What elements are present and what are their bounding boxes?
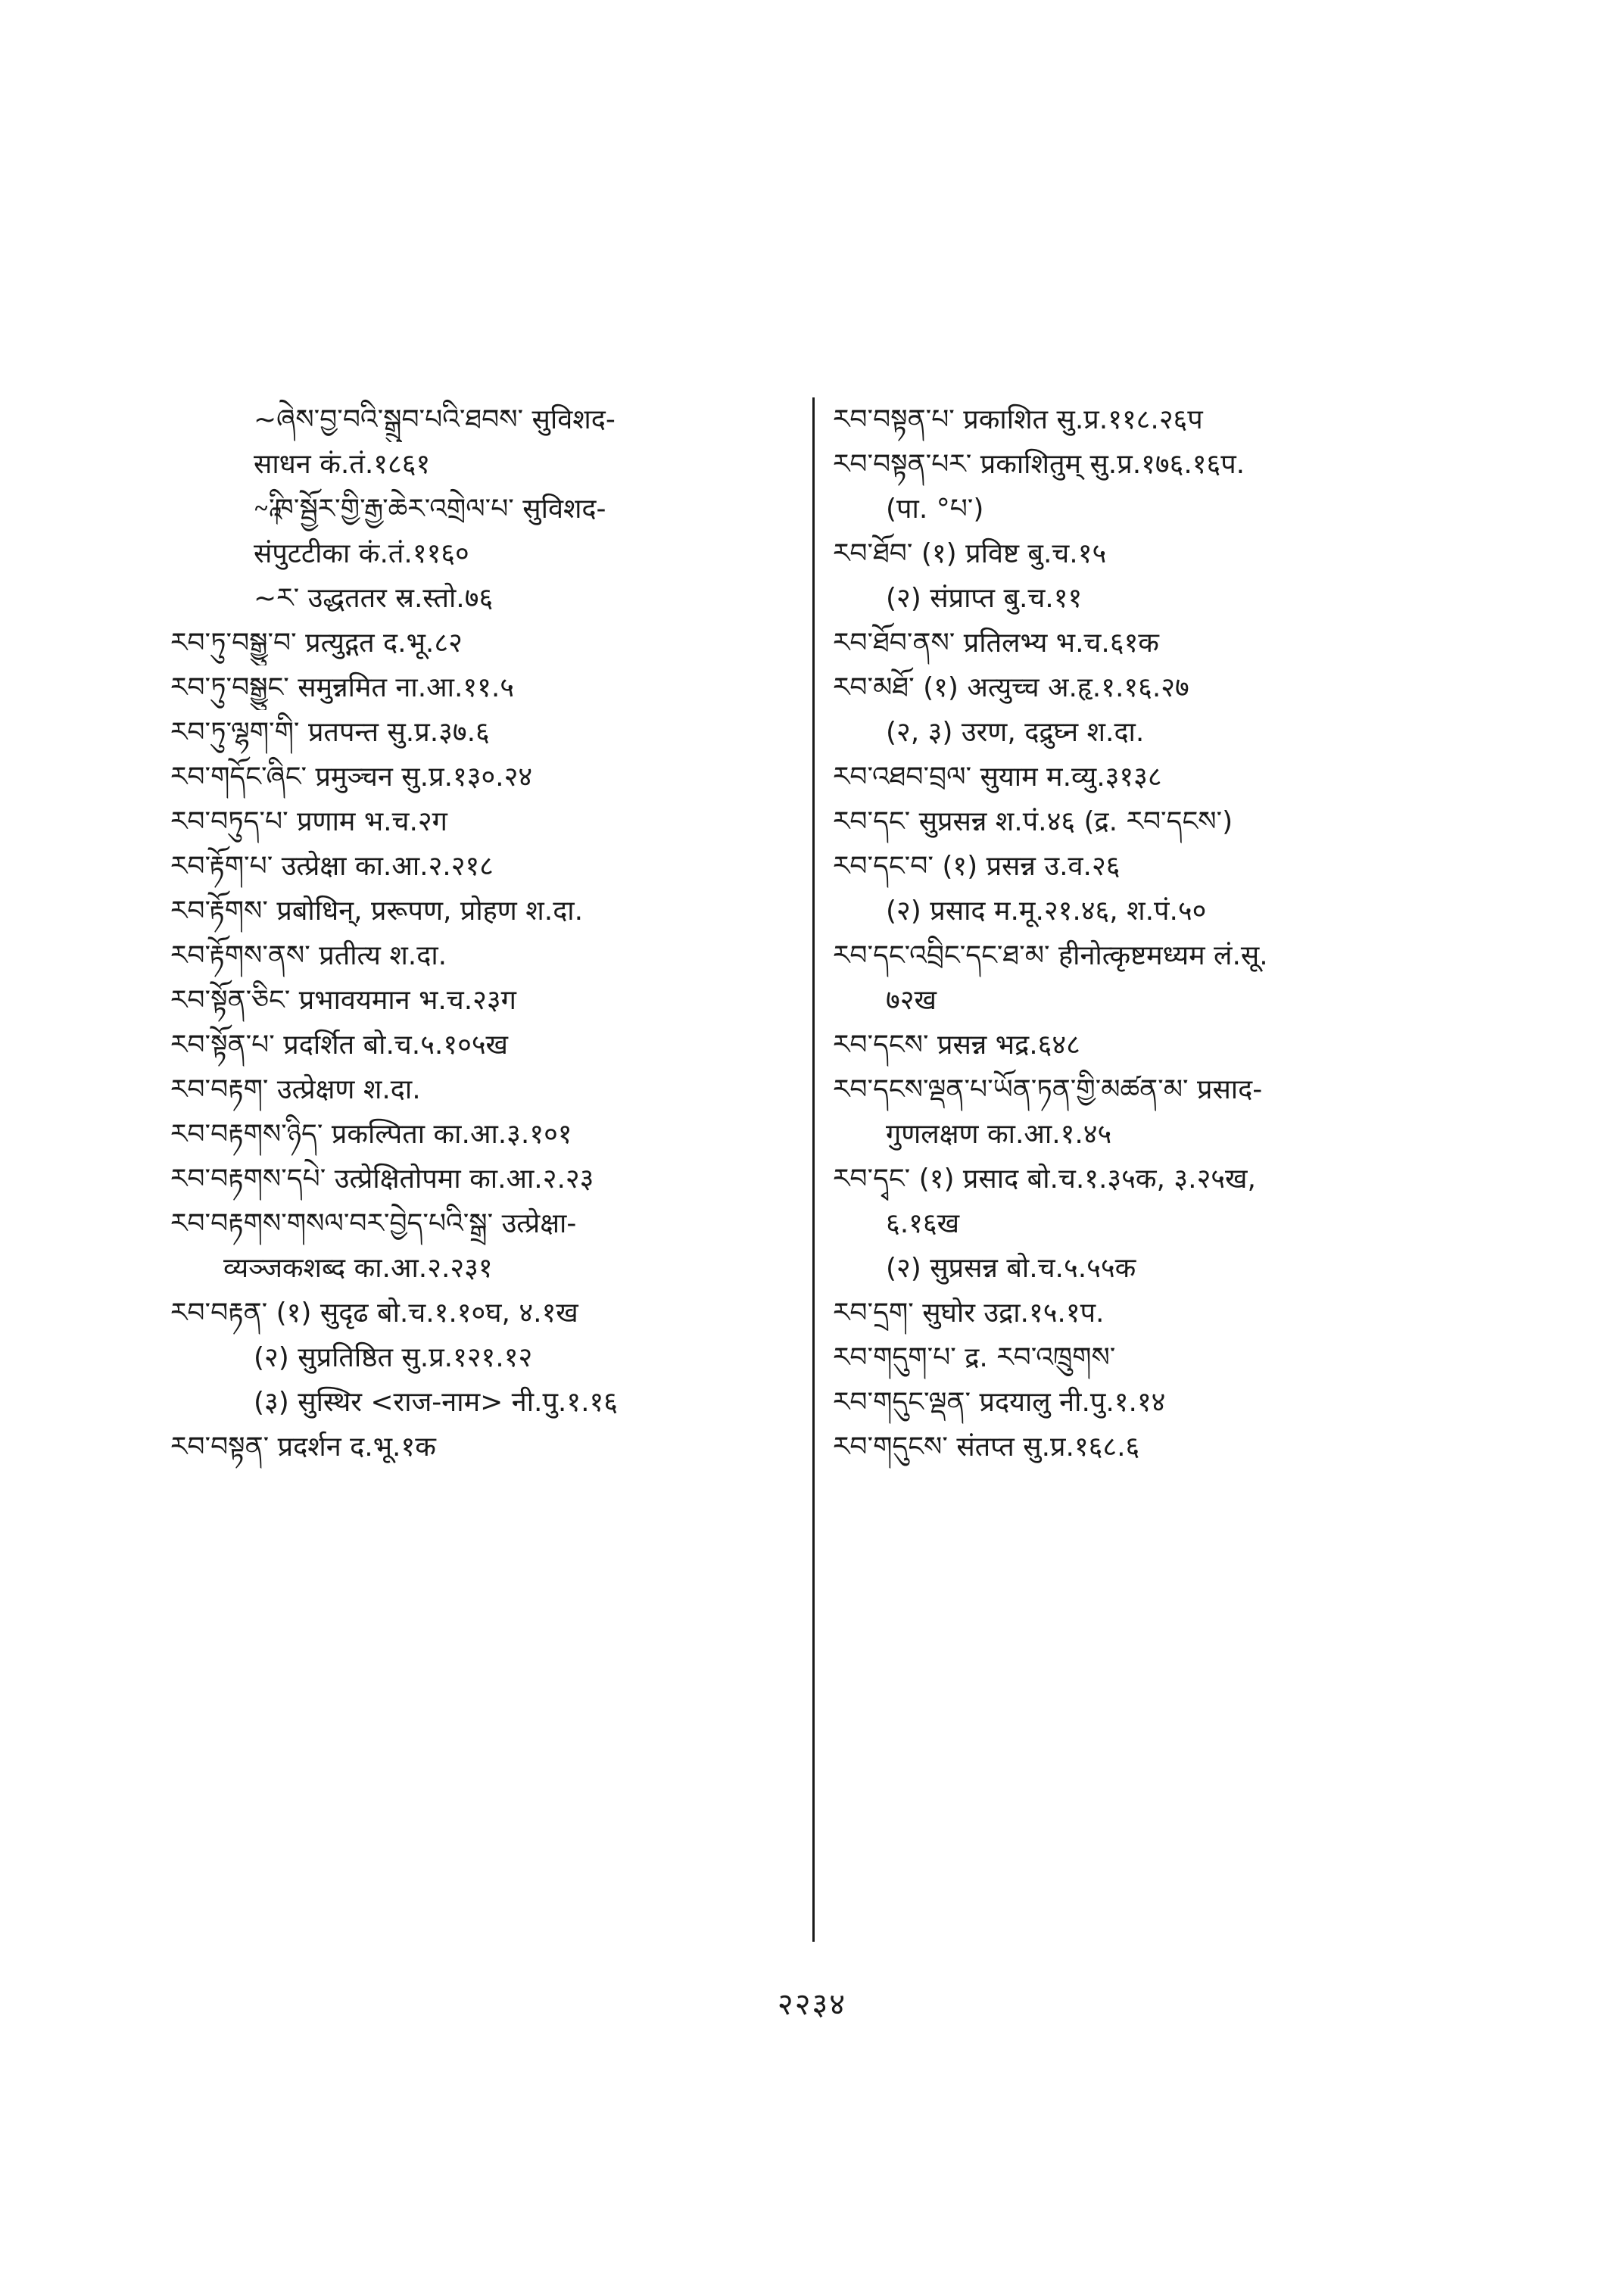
dictionary-entry-line: རབ་བཏུད་པ་ प्रणाम भ.च.२ग [170, 806, 447, 837]
dictionary-entry-line: རབ་བརྟགས་གསལ་བར་བྱེད་པའི་སྒྲ་ उत्प्रेक्षा- [170, 1208, 577, 1239]
dictionary-entry-line: (२) सुप्रतिष्ठित सु.प्र.१२१.१२ [254, 1342, 533, 1373]
dictionary-entry-line: རབ་དང་འབྲིང་དང་ཐ་མ་ हीनोत्कृष्टमध्यम लं.सू. [833, 940, 1268, 971]
dictionary-entry-line: (२, ३) उरण, दद्रुघ्न श.दा. [886, 717, 1145, 748]
dictionary-entry-line: (२) सुप्रसन्न बो.च.५.५५क [886, 1253, 1136, 1284]
dictionary-entry-line: རབ་བསྟན་ प्रदर्शन द.भू.१क [170, 1432, 436, 1463]
dictionary-entry-line: རབ་གདུངས་ संतप्त सु.प्र.१६८.६ [833, 1432, 1140, 1463]
dictionary-entry-line: རབ་བརྟག་ उत्प्रेक्षण श.दा. [170, 1074, 421, 1105]
dictionary-entry-line: ~ར་ उद्धततर स्र.स्तो.७६ [254, 583, 494, 614]
dictionary-entry-line: རབ་དྭང་ (१) प्रसाद बो.च.१.३५क, ३.२५ख, [833, 1164, 1256, 1195]
dictionary-entry-line: རབ་ཏུ་བསྒྱུ་བ་ प्रत्युद्गत द.भू.८२ [170, 628, 463, 659]
dictionary-entry-line: संपुटटीका कं.तं.११६० [254, 538, 469, 569]
page-number: २२३४ [777, 1987, 847, 2022]
dictionary-entry-line: རབ་སྟོན་པ་ प्रदर्शित बो.च.५.१०५ख [170, 1030, 508, 1061]
dictionary-entry-line: साधन कं.तं.१८६१ [254, 449, 431, 480]
dictionary-entry-line: རབ་བརྟགས་དཔེ་ उत्प्रेक्षितोपमा का.आ.२.२३ [170, 1164, 594, 1195]
dictionary-entry-line: गुणलक्षण का.आ.१.४५ [886, 1119, 1112, 1150]
dictionary-entry-line: རབ་བསྟན་པར་ प्रकाशितुम् सु.प्र.१७६.१६प. [833, 449, 1245, 480]
right-column [833, 397, 1499, 1469]
column-divider [812, 397, 815, 1942]
dictionary-entry-line: (२) प्रसाद म.मू.२१.४६, श.पं.५० [886, 896, 1207, 927]
dictionary-entry-line: རབ་རྟོགས་ प्रबोधिन्, प्ररूपण, प्रोहण श.दा. [170, 896, 584, 927]
dictionary-entry-line: ~ཞེས་བྱ་བའི་སྒྲུབ་པའི་ཐབས་ सुविशद- [254, 404, 616, 435]
dictionary-entry-line: རབ་དངས་ལྡན་པ་ཡོན་ཏན་གྱི་མཚན་མ་ प्रसाद- [833, 1074, 1263, 1105]
dictionary-entry-line: རབ་རྟོག་པ་ उत्प्रेक्षा का.आ.२.२१८ [170, 851, 494, 882]
dictionary-entry-line: ६.१६ख [886, 1208, 960, 1239]
dictionary-entry-line: རབ་དངས་ प्रसन्न भद्र.६४८ [833, 1030, 1080, 1061]
dictionary-entry-line: རབ་ཏུ་བསྒྱུང་ समुन्नमित ना.आ.११.५ [170, 672, 515, 703]
dictionary-entry-line: རབ་བརྟགས་ཉིད་ प्रकल्पिता का.आ.३.१०१ [170, 1119, 572, 1150]
dictionary-entry-line: རབ་གདུག་པ་ द्र. རབ་འཁྲུགས་ [833, 1342, 1116, 1373]
dictionary-entry-line: ~ཱི་ཁ་སྦྱོར་གྱི་རྒྱ་ཆེར་འགྲེལ་པ་ सुविशद- [254, 494, 606, 525]
dictionary-entry-line: རབ་སྟོན་ཅིང་ प्रभावयमान भ.च.२३ग [170, 985, 516, 1016]
dictionary-entry-line: རབ་དྲག་ सुघोर उद्रा.१५.१प. [833, 1298, 1105, 1329]
dictionary-entry-line: (३) सुस्थिर <राज-नाम> नी.पु.१.१६ [254, 1387, 618, 1418]
dictionary-entry-line: ७२ख [886, 985, 937, 1016]
dictionary-entry-line: རབ་གདུང་ལྡན་ प्रदयालु नी.पु.१.१४ [833, 1387, 1166, 1418]
left-column [170, 397, 806, 1469]
dictionary-entry-line: རབ་དང་ सुप्रसन्न श.पं.४६ (द्र. རབ་དངས་) [833, 806, 1233, 837]
dictionary-entry-line: རབ་ཐོབ་ (१) प्रविष्ट बु.च.१५ [833, 538, 1107, 569]
dictionary-entry-line: རབ་ཏུ་ལྷག་གི་ प्रतपन्त सु.प्र.३७.६ [170, 717, 490, 748]
dictionary-entry-line: རབ་འཐབ་བྲལ་ सुयाम म.व्यु.३१३८ [833, 762, 1162, 793]
dictionary-entry-line: རབ་རྟོགས་ནས་ प्रतीत्य श.दा. [170, 940, 447, 971]
dictionary-entry-line: རབ་མཐོ་ (१) अत्युच्च अ.हृ.१.१६.२७ [833, 672, 1189, 703]
dictionary-entry-line: རབ་དང་བ་ (१) प्रसन्न उ.व.२६ [833, 851, 1121, 882]
dictionary-entry-line: व्यञ्जकशब्द का.आ.२.२३१ [223, 1253, 493, 1284]
dictionary-entry-line: རབ་བརྟན་ (१) सुदृढ बो.च.१.१०घ, ४.१ख [170, 1298, 578, 1329]
dictionary-entry-line: (२) संप्राप्त बु.च.११ [886, 583, 1083, 614]
dictionary-entry-line: (पा. °པ་) [886, 494, 984, 525]
dictionary-entry-line: རབ་བསྟན་པ་ प्रकाशित सु.प्र.११८.२६प [833, 404, 1203, 435]
dictionary-entry-line: རབ་གདོང་ཞིང་ प्रमुञ्चन सु.प्र.१३०.२४ [170, 762, 533, 793]
dictionary-entry-line: རབ་ཐོབ་ནས་ प्रतिलभ्य भ.च.६१क [833, 628, 1159, 659]
